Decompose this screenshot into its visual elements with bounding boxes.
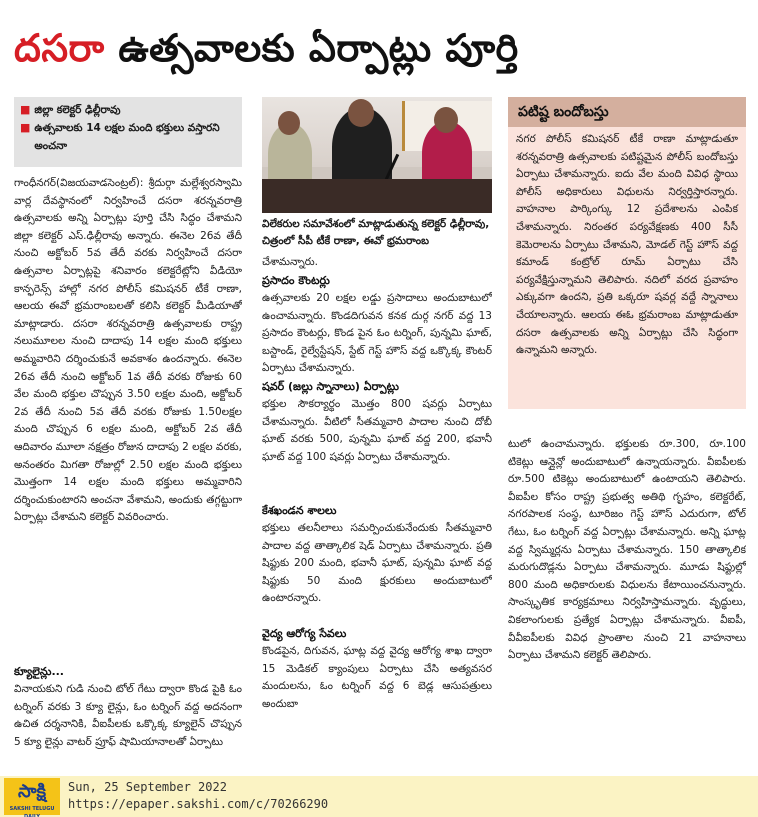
epaper-link[interactable]: https://epaper.sakshi.com/c/70266290 [68, 797, 329, 811]
highlights-box [14, 97, 242, 167]
security-box-text: నగర పోలీస్ కమిషనర్ టీకే రాణా మాట్లాడుతూ శరన్నవరాత్రి ఉత్సవాలకు పటిష్టమైన పోలీస్ బందోబస్తు ఏర్పాటు చేశామన్నారు. ఐదు వేల మంది వివిధ స్థాయి పోలీస్ అధికారులు విధులను నిర్వర్తిస్తారన్నారు. వాహనాల పార్కింగ్కు 12 ప్రదేశాలను ఎంపిక చేశామన్నారు. నిరంతర పర్యవేక్షణకు 400 సీసీ కెమెరాలను ఏర్పాటు చేశామని, మోడల్ గెస్ట్ హౌస్ వద్ద కమాండ్ కంట్రోల్ రూమ్ ఏర్పాటు చేసి పర్యవేక్షిస్తున్నామని తెలిపారు. నదిలో వరద ప్రవాహం ఎక్కువగా ఉందని, ప్రతి ఒక్కరూ షవర్ల వద్దే స్నానాలు చేయాలన్నారు. ఆలయ ఈఓ భ్రమరాంబ మాట్లాడుతూ దసరా ఉత్సవాలకు అన్ని ఏర్పాట్లు చేసి సిద్ధంగా ఉన్నామని అన్నారు. [516, 133, 738, 357]
paragraph: ఉత్సవాలకు 20 లక్షల లడ్డు ప్రసాదాలు అందుబాటులో ఉంచామన్నారు. కొండదిగువన కనక దుర్గ నగర్ వద్ద 13 ప్రసాదం కౌంటర్లు, కొండ పైన ఓం టర్నింగ్, పున్నమి ఘాట్, బస్టాండ్, రైల్వేస్టేషన్, స్టేట్ గెస్ట్ హౌస్ వద్ద ఒక్కొక్క కౌంటర్ ఏర్పాటు చేశామన్నారు. [262, 292, 492, 375]
footer-bar [0, 776, 758, 817]
subheading-prasadam: ప్రసాదం కౌంటర్లు [262, 274, 330, 287]
subheading-showers: షవర్ (జల్లు స్నానాలు) ఏర్పాట్లు [262, 380, 399, 393]
subheading-queue-lines: క్యూలైన్లు... [14, 665, 64, 678]
highlight-item [20, 119, 236, 155]
security-sidebar-box [508, 97, 746, 409]
photo-caption: విలేకరుల సమావేశంలో మాట్లాడుతున్న కలెక్టర్ ఢిల్లీరావు, చిత్రంలో సీపీ టీకే రాణా, ఈవో భ్రమరాంబ [262, 218, 490, 247]
right-column-text: టులో ఉంచామన్నారు. భక్తులకు రూ.300, రూ.100 టికెట్లు ఆన్లైన్లో అందుబాటులో ఉన్నాయన్నారు. వీఐపీలకు రూ.500 టికెట్లు అందుబాటులో ఉంటాయని తెలిపారు. వీఐపీల కోసం రాష్ట్ర ప్రభుత్వ అతిథి గృహం, కలెక్టరేట్, నగరపాలక సంస్థ, టూరిజం గెస్ట్ హౌస్ ఎదురుగా, టోల్ గేటు, ఓం టర్నింగ్ వద్ద ఏర్పాట్లు చేశామన్నారు. అన్ని ఘాట్ల వద్ద స్విమ్మర్లను ఏర్పాటు చేశామన్నారు. 150 తాత్కాలిక మరుగుదొడ్లను ఏర్పాటు చేశామన్నారు. మూడు షిఫ్టుల్లో 800 మంది అధికారులకు విధులను కేటాయించనున్నారు. సాంస్కృతిక కార్యక్రమాలు నిర్వహిస్తామన్నారు. వృద్ధులు, వికలాంగులకు ప్రత్యేక ఏర్పాట్లు చేశామన్నారు. వీఐపీ, వీవీఐపీలకు వివిధ ప్రాంతాల నుంచి 21 వాహనాలు ఏర్పాటు చేశామని కలెక్టర్ తెలిపారు. [508, 438, 746, 662]
left-column [14, 97, 242, 767]
highlight-text: ఉత్సవాలకు 14 లక్షల మంది భక్తులు వస్తారని అంచనా [34, 122, 220, 152]
square-bullet-icon: ■ [20, 121, 31, 134]
headline-rest: ఉత్సవాలకు ఏర్పాట్లు పూర్తి [118, 26, 519, 70]
press-conference-photo [262, 97, 492, 213]
paragraph: భక్తులు తలనీలాలు సమర్పించుకునేందుకు సీతమ్మవారి పాదాల వద్ద తాత్కాలిక షెడ్ ఏర్పాటు చేశామన్నారు. ప్రతి షిఫ్టుకు 200 మంది, భవానీ ఘాట్, పున్నమి ఘాట్ వద్ద షిఫ్టుకు 50 మంది క్షురకులు అందుబాటులో ఉంటారన్నారు. [262, 522, 492, 605]
lead-paragraph: గాంధీనగర్(విజయవాడసెంట్రల్): శ్రీదుర్గా మల్లేశ్వరస్వామి వార్ల దేవస్థానంలో నిర్వహించే దసరా శరన్నవరాత్రి ఉత్సవాలకు అన్ని ఏర్పాట్లు పూర్తి చేసి సిద్ధం చేశామని జిల్లా కలెక్టర్ ఎస్.ఢిల్లీరావు అన్నారు. ఈనెల 26వ తేదీ నుంచి అక్టోబర్ 5వ తేదీ వరకు నిర్వహించే దసరా ఉత్సవాల ఏర్పాట్లపై శనివారం కలెక్టరేట్లోని వీడియో కాన్ఫరెన్స్ హాల్లో నగర పోలీస్ కమిషనర్ టీకే రాణా, ఆలయ ఈవో భ్రమరాంబలతో కలిసి కలెక్టర్ మీడియాతో మాట్లాడారు. దసరా శరన్నవరాత్రి ఉత్సవాలకు రాష్ట్ర నలుమూలల నుంచి దాదాపు 14 లక్షల మంది భక్తులు అమ్మవారిని దర్శించుకునే అవకాశం ఉందన్నారు. ఈనెల 26వ తేదీ నుంచి అక్టోబర్ 1వ తేదీ వరకు రోజుకు 60 వేల మంది భక్తుల చొప్పున 3.50 లక్షల మంది, అక్టోబర్ 2వ తేదీ నుంచి 5వ తేదీ వరకు రోజుకు 1.50లక్షల మంది చొప్పున 6 లక్షల మంది, అక్టోబర్ 2వ తేదీ ఆదివారం మూలా నక్షత్రం రోజున దాదాపు 2 లక్షల వరకు, అనంతరం మిగతా రోజుల్లో 2.50 లక్షల మంది భక్తులు మొత్తంగా 14 లక్షల మంది భక్తులు అమ్మవారిని దర్శించుకుంటారని అంచనా వేశామని, అందుకు తగ్గట్టుగా ఏర్పాట్లు చేశామని కలెక్టర్ వివరించారు. [14, 177, 242, 524]
paragraph: చేశామన్నారు. [262, 256, 318, 268]
paragraph: భక్తుల సౌకర్యార్థం మొత్తం 800 షవర్లు ఏర్పాటు చేశామన్నారు. వీటిలో సీతమ్మవారి పాదాల నుంచి దోబీ ఘాట్ వరకు 500, పున్నమి ఘాట్ వద్ద 200, భవానీ ఘాట్ వద్ద 100 షవర్లు ఏర్పాటు చేశామన్నారు. [262, 398, 492, 463]
queue-lines-paragraph: వినాయకుని గుడి నుంచి టోల్ గేటు ద్వారా కొండ పైకి ఓం టర్నింగ్ వరకు 3 క్యూ లైన్లు, ఓం టర్నింగ్ వద్ద అదనంగా ఉచిత దర్శనానికి, వీఐపీలకు ఒక్కొక్క క్యూలైన్ చొప్పున 5 క్యూ లైన్లు వాటర్ ప్రూఫ్ షామియానాలతో ఏర్పాటు [14, 683, 242, 748]
headline [14, 14, 746, 82]
subheading-medical: వైద్య ఆరోగ్య సేవలు [262, 627, 347, 640]
publication-date: Sun, 25 September 2022 [68, 780, 227, 794]
square-bullet-icon: ■ [20, 103, 31, 116]
highlight-item [20, 101, 236, 119]
sakshi-logo [4, 778, 60, 815]
logo-subtitle: SAKSHI TELUGU DAILY [9, 806, 55, 817]
subheading-tonsure: కేశఖండన శాలలు [262, 504, 337, 517]
security-box-title: పటిష్ట బందోబస్తు [508, 97, 746, 127]
headline-red-word: దసరా [14, 26, 105, 70]
paragraph: కొండపైన, దిగువన, ఘాట్ల వద్ద వైద్య ఆరోగ్య శాఖ ద్వారా 15 మెడికల్ క్యాంపులు ఏర్పాటు చేసి అత్యవసర మందులను, ఓం టర్నింగ్ వద్ద 6 బెడ్ల ఆసుపత్రులు అందుబా [262, 645, 492, 710]
middle-column [262, 97, 492, 767]
highlight-text: జిల్లా కలెక్టర్ ఢిల్లీరావు [34, 104, 121, 116]
logo-word: సాక్షి [18, 781, 46, 802]
